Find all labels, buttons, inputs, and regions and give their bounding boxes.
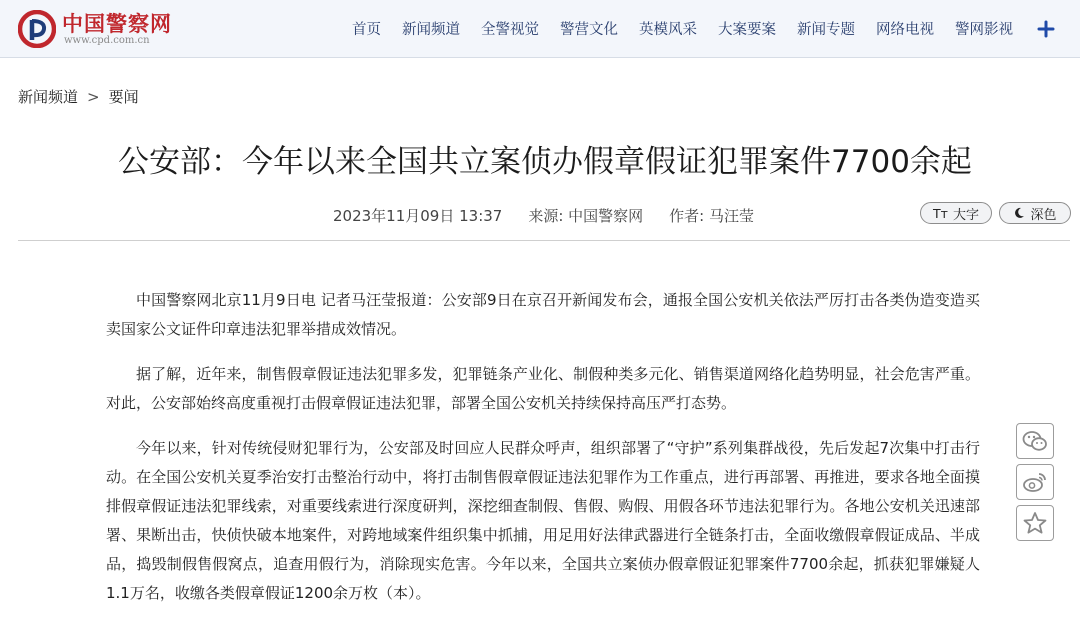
nav-item-visual[interactable]: 全警视觉	[481, 22, 539, 38]
wechat-icon	[1022, 429, 1048, 453]
breadcrumb-separator: >	[87, 88, 100, 106]
nav-item-films[interactable]: 警网影视	[955, 22, 1013, 38]
nav-item-home[interactable]: 首页	[352, 22, 381, 38]
article-datetime: 2023年11月09日 13:37	[333, 207, 503, 225]
nav-item-news[interactable]: 新闻频道	[402, 22, 460, 38]
article-source: 来源: 中国警察网	[528, 207, 644, 225]
dark-mode-label: 深色	[1030, 207, 1057, 223]
article-paragraph: 中国警察网北京11月9日电 记者马汪莹报道：公安部9日在京召开新闻发布会，通报全国公安机关依法严厉打击各类伪造变造买卖国家公文证件印章违法犯罪举措成效情况。	[106, 291, 980, 338]
logo-url: www.cpd.com.cn	[64, 35, 150, 46]
article-paragraph: 今年以来，针对传统侵财犯罪行为，公安部及时回应人民群众呼声，组织部署了“守护”系列集群战役，先后发起7次集中打击行动。在全国公安机关夏季治安打击整治行动中，将打击制售假章假证违法犯罪作为工作重点，进行再部署、再推进，要求各地全面摸排假章假证违法犯罪线索，对重要线索进行深度研判，深挖细查制假、售假、购假、用假各环节违法犯罪行为。各地公安机关迅速部署、果断出击，快侦快破本地案件，对跨地域案件组织集中抓捕，用足用好法律武器进行全链条打击，全面收缴假章假证成品、半成品，捣毁制假售假窝点，追查用假行为，消除现实危害。今年以来，全国共立案侦办假章假证犯罪案件7700余起，抓获犯罪嫌疑人1.1万名，收缴各类假章假证1200余万枚（本）。	[106, 439, 980, 602]
header-divider	[18, 240, 1070, 241]
font-size-button[interactable]	[920, 202, 992, 224]
breadcrumb	[18, 86, 139, 107]
article-meta	[333, 205, 780, 226]
article-author: 作者: 马汪莹	[669, 207, 754, 225]
nav-item-cases[interactable]: 大案要案	[718, 22, 776, 38]
logo-emblem-icon	[18, 10, 56, 48]
share-favorite-button[interactable]	[1016, 505, 1054, 541]
share-wechat-button[interactable]	[1016, 423, 1054, 459]
nav-item-culture[interactable]: 警营文化	[560, 22, 618, 38]
font-size-label: 大字	[952, 207, 979, 223]
main-nav	[352, 0, 1034, 57]
nav-item-tv[interactable]: 网络电视	[876, 22, 934, 38]
nav-item-heroes[interactable]: 英模风采	[639, 22, 697, 38]
breadcrumb-channel[interactable]: 新闻频道	[18, 88, 79, 106]
plus-icon[interactable]	[1036, 19, 1056, 39]
top-navigation-bar	[0, 0, 1080, 58]
article-paragraph: 据了解，近年来，制售假章假证违法犯罪多发，犯罪链条产业化、制假种类多元化、销售渠道网络化趋势明显，社会危害严重。对此，公安部始终高度重视打击假章假证违法犯罪，部署全国公安机关持续保持高压严打态势。	[106, 365, 980, 412]
weibo-icon	[1022, 470, 1048, 494]
favorite-icon	[1022, 511, 1048, 535]
share-weibo-button[interactable]	[1016, 464, 1054, 500]
logo-name: 中国警察网	[62, 11, 172, 36]
font-size-icon: Tт	[933, 205, 948, 221]
moon-icon	[1013, 207, 1025, 219]
nav-item-topics[interactable]: 新闻专题	[797, 22, 855, 38]
article-title: 公安部：今年以来全国共立案侦办假章假证犯罪案件7700余起	[118, 144, 972, 180]
breadcrumb-section[interactable]: 要闻	[108, 88, 139, 106]
article-body	[106, 286, 980, 624]
dark-mode-button[interactable]	[999, 202, 1071, 224]
